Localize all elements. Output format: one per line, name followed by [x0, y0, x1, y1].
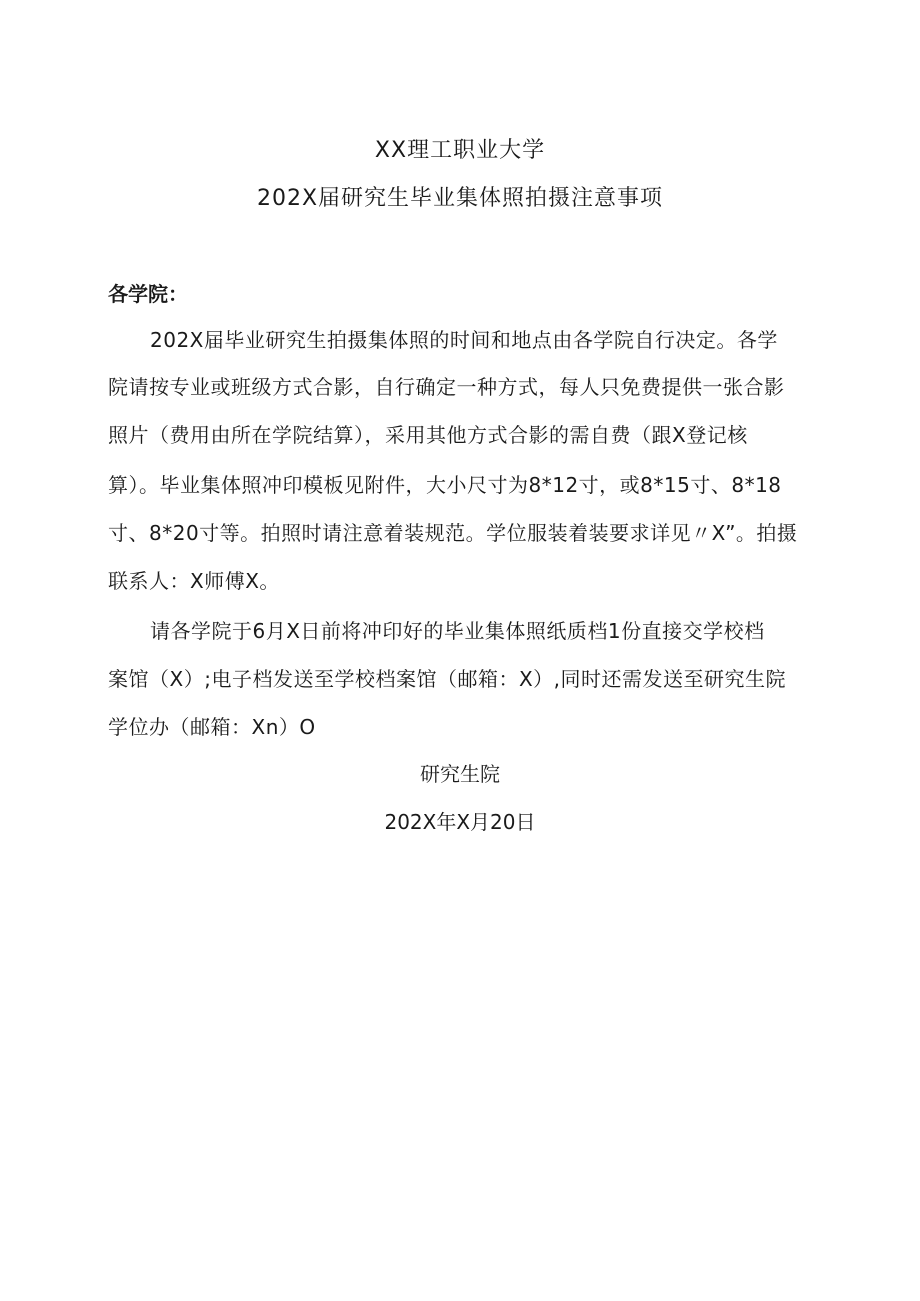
paragraph-2-line-3: 学位办（邮箱：Xn）O [108, 715, 316, 739]
paragraph-1-line-1: 202X届毕业研究生拍摄集体照的时间和地点由各学院自行决定。各学 [150, 328, 778, 352]
document-title-university: XX理工职业大学 [374, 138, 546, 163]
paragraph-2-line-1: 请各学院于6月X日前将冲印好的毕业集体照纸质档1份直接交学校档 [150, 619, 765, 643]
paragraph-1-line-4: 算）。毕业集体照冲印模板见附件，大小尺寸为8*12寸，或8*15寸、8*18 [108, 473, 782, 497]
signature-organization: 研究生院 [420, 762, 500, 786]
signature-date: 202X年X月20日 [384, 810, 536, 834]
paragraph-1-line-5: 寸、8*20寸等。拍照时请注意着装规范。学位服装着装要求详见〃X”。拍摄 [108, 521, 798, 545]
paragraph-1-line-3: 照片（费用由所在学院结算），采用其他方式合影的需自费（跟X登记核 [108, 423, 748, 447]
document-title-notice: 202X届研究生毕业集体照拍摄注意事项 [256, 186, 664, 211]
paragraph-1-line-6: 联系人：X师傅X。 [108, 569, 280, 593]
paragraph-2-line-2: 案馆（X）;电子档发送至学校档案馆（邮箱：X）,同时还需发送至研究生院 [108, 667, 786, 691]
paragraph-1-line-2: 院请按专业或班级方式合影，自行确定一种方式，每人只免费提供一张合影 [108, 375, 785, 399]
salutation: 各学院： [108, 282, 188, 306]
